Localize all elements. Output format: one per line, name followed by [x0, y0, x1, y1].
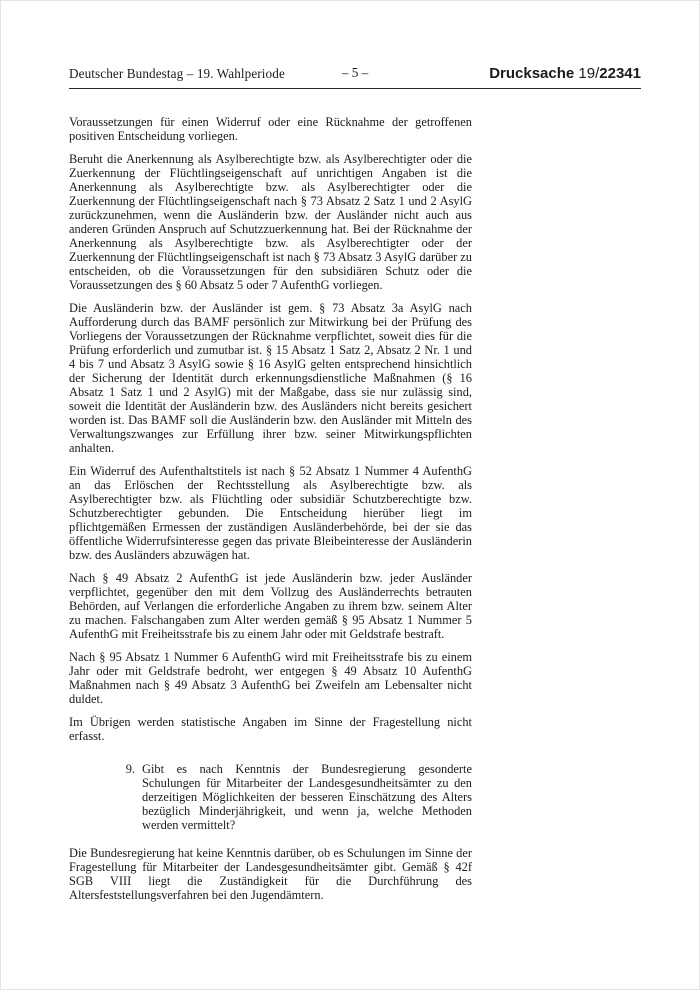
paragraph: Ein Widerruf des Aufenthaltstitels ist nach § 52 Absatz 1 Nummer 4 AufenthG an das Erlöschen der Rechtsstellung als Asylberechtigte bzw. als Asylberechtigter bzw. als Flüchtling oder subsidiär Schutzberechtigte bzw. Schutzberechtigter gebunden. Die Entscheidung hierüber liegt im pflichtgemäßen Ermessen der zuständigen Ausländerbehörde, bei der sie das öffentliche Widerrufsinteresse gegen das private Bleibeinteresse der Ausländerin bzw. des Ausländers abzuwägen hat.	[69, 464, 472, 562]
body-text	[69, 115, 472, 911]
paragraph: Nach § 49 Absatz 2 AufenthG ist jede Ausländerin bzw. jeder Ausländer verpflichtet, gegenüber den mit dem Vollzug des Ausländerrechts betrauten Behörden, auf Verlangen die erforderliche Angaben zu ihrem bzw. seinem Alter zu machen. Falschangaben zum Alter werden gemäß § 95 Absatz 1 Nummer 5 AufenthG mit Freiheitsstrafe bis zu einem Jahr oder mit Geldstrafe bestraft.	[69, 571, 472, 641]
question-block	[121, 762, 472, 832]
header-doc-session: 19/	[578, 65, 600, 82]
paragraph: Nach § 95 Absatz 1 Nummer 6 AufenthG wird mit Freiheitsstrafe bis zu einem Jahr oder mit Geldstrafe bedroht, wer entgegen § 49 Absatz 10 AufenthG Maßnahmen nach § 49 Absatz 3 AufenthG bei Zweifeln am Lebensalter nicht duldet.	[69, 650, 472, 706]
page-header	[69, 65, 641, 89]
header-page-number: – 5 –	[341, 65, 369, 80]
paragraph: Voraussetzungen für einen Widerruf oder eine Rücknahme der getroffenen positiven Entscheidung vorliegen.	[69, 115, 472, 143]
paragraph: Die Ausländerin bzw. der Ausländer ist gem. § 73 Absatz 3a AsylG nach Aufforderung durch das BAMF persönlich zur Mitwirkung bei der Prüfung des Vorliegens der Voraussetzungen der Rücknahme verpflichtet, soweit dies für die Prüfung erforderlich und zumutbar ist. § 15 Absatz 1 Satz 2, Absatz 2 Nr. 1 und 4 bis 7 und Absatz 3 AsylG sowie § 16 AsylG gelten entsprechend hinsichtlich der Sicherung der Identität durch erkennungsdienstliche Maßnahmen (§ 16 Absatz 1 Satz 1 und 2 AsylG) mit der Maßgabe, dass sie nur zulässig sind, soweit die Identität der Ausländerin bzw. des Ausländers nicht bereits gesichert worden ist. Das BAMF soll die Ausländerin bzw. den Ausländer mit Mitteln des Verwaltungszwanges zur Erfüllung ihrer bzw. seiner Mitwirkungspflichten anhalten.	[69, 301, 472, 455]
header-row	[69, 65, 641, 82]
question-text: Gibt es nach Kenntnis der Bundesregierung gesonderte Schulungen für Mitarbeiter der Landesgesundheitsämter zu den derzeitigen Möglichkeiten der besseren Einschätzung des Alters bezüglich Minderjährigkeit, und wenn ja, welche Methoden werden vermittelt?	[142, 762, 472, 832]
header-doc-number: 22341	[599, 65, 641, 82]
question-number: 9.	[125, 762, 135, 776]
paragraph: Beruht die Anerkennung als Asylberechtigte bzw. als Asylberechtigter oder die Zuerkennung der Flüchtlingseigenschaft auf unrichtigen Angaben ist die Anerkennung als Asylberechtigte bzw. als Asylberechtigter oder die Zuerkennung der Flüchtlingseigenschaft nach § 73 Absatz 2 Satz 1 und 2 AsylG zurückzunehmen, wenn die Ausländerin bzw. der Ausländer nicht auch aus anderen Gründen Anspruch auf Schutzzuerkennung hat. Bei der Rücknahme der Anerkennung als Asylberechtigte bzw. als Asylberechtigter oder der Zuerkennung der Flüchtlingseigenschaft ist nach § 73 Absatz 3 AsylG darüber zu entscheiden, ob die Voraussetzungen für den subsidiären Schutz oder die Voraussetzungen des § 60 Absatz 5 oder 7 AufenthG vorliegen.	[69, 152, 472, 292]
header-doc-label: Drucksache	[489, 65, 575, 82]
header-doc-reference	[489, 65, 641, 82]
header-publication: Deutscher Bundestag – 19. Wahlperiode	[69, 66, 285, 81]
answer-paragraph: Die Bundesregierung hat keine Kenntnis darüber, ob es Schulungen im Sinne der Fragestellung für Mitarbeiter der Landesgesundheitsämter gibt. Gemäß § 42f SGB VIII liegt die Zuständigkeit für die Durchführung des Altersfeststellungsverfahren bei den Jugendämtern.	[69, 846, 472, 902]
paragraph: Im Übrigen werden statistische Angaben im Sinne der Fragestellung nicht erfasst.	[69, 715, 472, 743]
